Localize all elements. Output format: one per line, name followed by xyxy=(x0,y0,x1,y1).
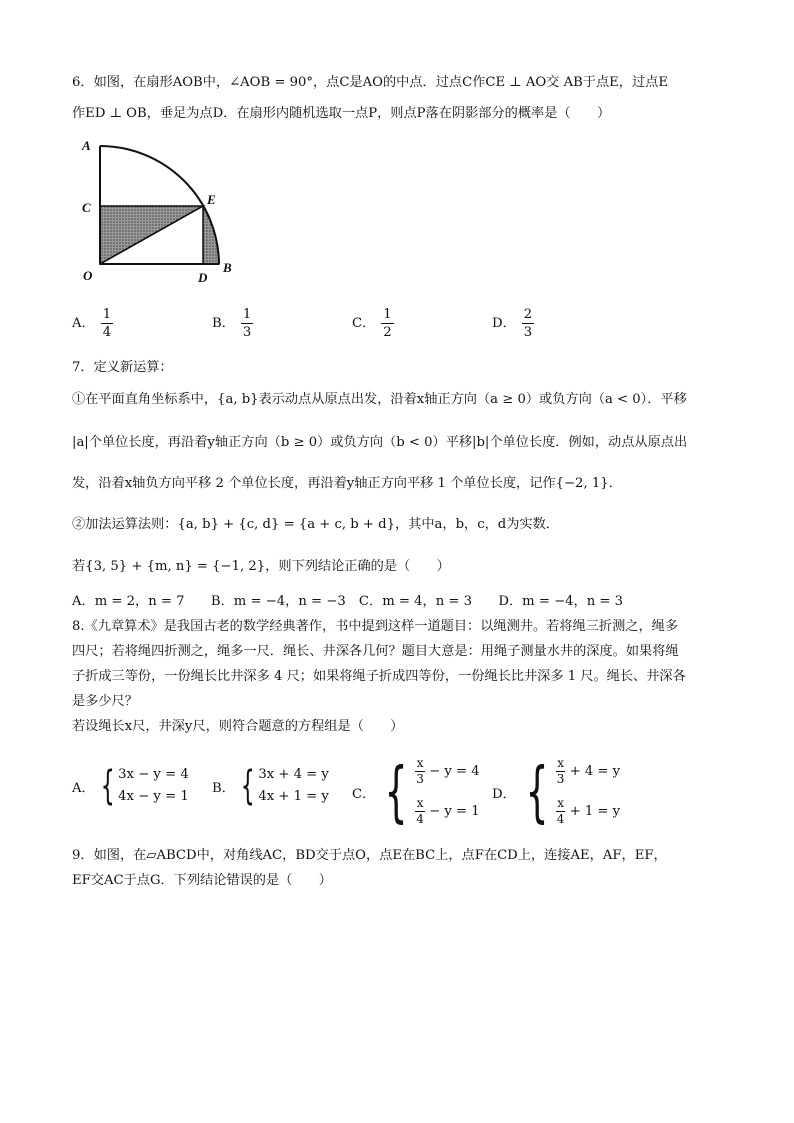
numerator: 2 xyxy=(523,307,533,322)
option-letter: D． xyxy=(492,786,516,802)
q7-rule2: ②加法运算法则：{a, b} + {c, d} = {a + c, b + d}，其中a，b，c，d为实数． xyxy=(72,517,559,532)
option-letter: C． xyxy=(352,786,376,802)
q8-option-c[interactable] xyxy=(352,752,480,832)
fraction xyxy=(241,306,253,341)
q8-option-d[interactable] xyxy=(492,752,620,832)
option-letter: B． xyxy=(212,780,235,796)
fraction xyxy=(415,796,425,827)
q7-title: 7．定义新运算： xyxy=(72,360,173,375)
fraction xyxy=(556,756,566,787)
fraction xyxy=(415,756,425,787)
left-brace: { xyxy=(100,763,115,809)
numerator: x xyxy=(557,796,564,810)
q6-stem-line2: 作ED ⊥ OB，垂足为点D．在扇形内随机选取一点P，则点P落在阴影部分的概率是（ ） xyxy=(72,106,611,121)
equation-rest: − y = 1 xyxy=(429,804,480,819)
equation-system xyxy=(556,752,620,832)
numerator: 1 xyxy=(102,307,112,322)
left-brace: { xyxy=(384,753,408,830)
left-brace: { xyxy=(525,753,549,830)
option-letter: C． xyxy=(352,316,376,331)
denominator: 3 xyxy=(416,772,424,786)
equation-1: 3x − y = 4 xyxy=(118,767,189,782)
equation-1 xyxy=(415,752,479,792)
q8-stem-line4: 是多少尺？ xyxy=(72,694,138,709)
fraction xyxy=(101,306,113,341)
option-letter: A． xyxy=(72,316,95,331)
equation-rest: − y = 4 xyxy=(429,764,480,779)
shaded-region-edb xyxy=(203,206,219,264)
q8-question: 若设绳长x尺，井深y尺，则符合题意的方程组是（ ） xyxy=(72,719,404,734)
option-letter: A． xyxy=(72,780,95,796)
option-letter: B． xyxy=(212,316,235,331)
denominator: 2 xyxy=(383,325,392,340)
equation-2 xyxy=(556,792,620,832)
label-b: B xyxy=(223,260,232,275)
denominator: 4 xyxy=(556,812,565,826)
equation-system xyxy=(258,764,329,808)
q7-rule1-line2: |a|个单位长度，再沿着y轴正方向（b ≥ 0）或负方向（b < 0）平移|b|个单位长度．例如，动点从原点出 xyxy=(72,435,688,450)
q6-option-b[interactable] xyxy=(212,306,253,341)
label-a: A xyxy=(82,140,91,153)
label-o: O xyxy=(83,268,93,283)
q8-stem-line3: 子折成三等份，一份绳长比井深多 4 尺；如果将绳子折成四等份，一份绳长比井深多 1 尺。绳长、井深各 xyxy=(72,669,686,684)
equation-2: 4x + 1 = y xyxy=(258,789,329,804)
denominator: 4 xyxy=(416,812,424,826)
q7-rule1-line1: ①在平面直角坐标系中，{a, b}表示动点从原点出发，沿着x轴正方向（a ≥ 0）或负方向（a < 0）．平移 xyxy=(72,392,687,407)
option-letter: D． xyxy=(492,316,516,331)
equation-2: 4x − y = 1 xyxy=(118,789,189,804)
denominator: 4 xyxy=(102,325,112,340)
label-e: E xyxy=(207,192,216,207)
q6-stem-line1: 6．如图，在扇形AOB中，∠AOB = 90°，点C是AO的中点．过点C作CE ⊥ AO交 AB于点E，过点E xyxy=(72,75,668,90)
label-d: D xyxy=(198,270,208,285)
left-brace: { xyxy=(240,763,255,809)
q7-rule1-line3: 发，沿着x轴负方向平移 2 个单位长度，再沿着y轴正方向平移 1 个单位长度，记作{−2, 1}． xyxy=(72,476,622,491)
denominator: 3 xyxy=(556,772,565,786)
numerator: 1 xyxy=(383,307,392,322)
sector-figure xyxy=(80,140,250,290)
q6-option-c[interactable] xyxy=(352,306,394,341)
q6-option-d[interactable] xyxy=(492,306,534,341)
q9-stem-line2: EF交AC于点G．下列结论错误的是（ ） xyxy=(72,873,332,888)
equation-1 xyxy=(556,752,620,792)
equation-system xyxy=(415,752,479,832)
denominator: 3 xyxy=(242,325,252,340)
label-c: C xyxy=(82,200,91,215)
equation-rest: + 4 = y xyxy=(569,764,621,779)
equation-1: 3x + 4 = y xyxy=(258,767,329,782)
fraction xyxy=(381,306,393,341)
q8-stem-line1: 8.《九章算术》是我国古老的数学经典著作，书中提到这样一道题目：以绳测井。若将绳三折测之，绳多 xyxy=(72,619,679,634)
q8-option-a[interactable] xyxy=(72,764,189,808)
q8-stem-line2: 四尺；若将绳四折测之，绳多一尺．绳长、井深各几何？题目大意是：用绳子测量水井的深度。如果将绳 xyxy=(72,644,679,659)
numerator: x xyxy=(557,756,564,770)
q8-option-b[interactable] xyxy=(212,764,329,808)
equation-rest: + 1 = y xyxy=(569,804,621,819)
numerator: x xyxy=(416,796,424,810)
numerator: x xyxy=(416,756,424,770)
q6-option-a[interactable] xyxy=(72,306,113,341)
fraction xyxy=(522,306,534,341)
equation-2 xyxy=(415,792,479,832)
q7-options[interactable]: A．m = 2，n = 7 B．m = −4，n = −3 C．m = 4，n = 3 D．m = −4，n = 3 xyxy=(72,594,624,609)
fraction xyxy=(556,796,566,827)
q7-question: 若{3, 5} + {m, n} = {−1, 2}，则下列结论正确的是（ ） xyxy=(72,559,450,574)
equation-system xyxy=(118,764,189,808)
q9-stem-line1: 9．如图，在▱ABCD中，对角线AC，BD交于点O，点E在BC上，点F在CD上，连接AE，AF，EF， xyxy=(72,848,667,863)
numerator: 1 xyxy=(242,307,252,322)
denominator: 3 xyxy=(523,325,533,340)
